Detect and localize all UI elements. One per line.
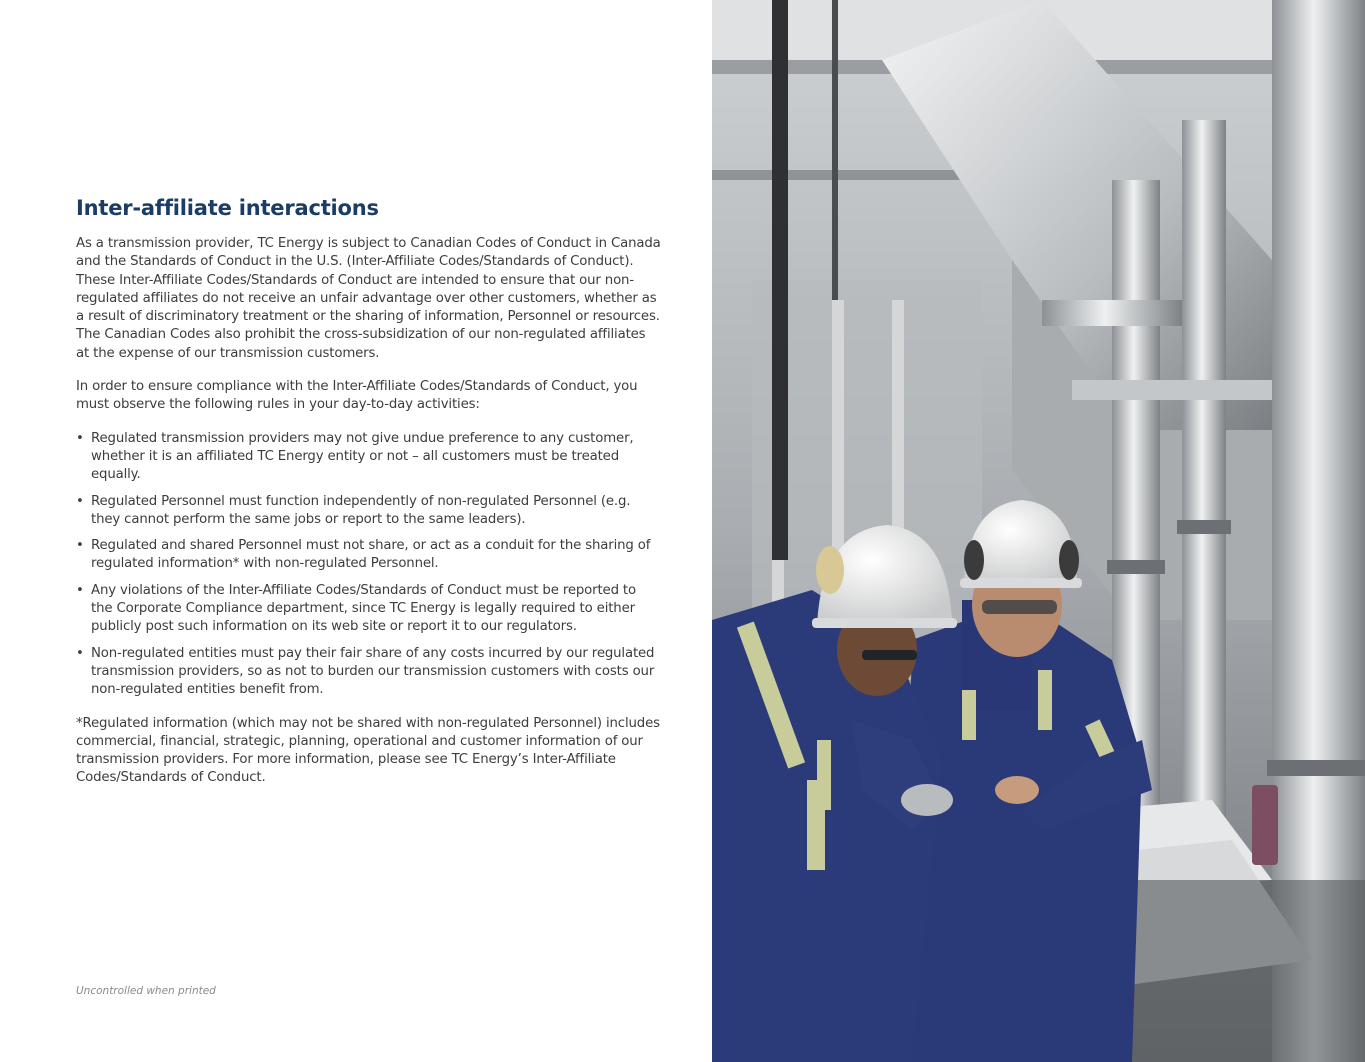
rules-intro-paragraph: In order to ensure compliance with the Inter-Affiliate Codes/Standards of Conduct, you must observe the following rules in your day-to-day activities: <box>76 379 638 413</box>
bullet-icon: • <box>76 645 84 661</box>
bullet-icon: • <box>76 493 84 509</box>
footnote: *Regulated information (which may not be shared with non-regulated Personnel) includes commercial, financial, strategic, planning, operational and customer information of our transmission providers. For more information, please see TC Energy’s Inter-Affiliate Codes/Standards of Conduct. <box>76 715 660 786</box>
page-title: Inter-affiliate interactions <box>76 196 379 220</box>
list-item: • Regulated and shared Personnel must not share, or act as a conduit for the sharing of regulated information* with non-regulated Personnel. <box>76 538 651 572</box>
list-item: • Non-regulated entities must pay their fair share of any costs incurred by our regulated transmission providers, so as not to burden our transmission customers with costs our non-regulated entities benefit from. <box>76 645 655 698</box>
rules-list <box>76 430 661 700</box>
workers-photo <box>712 0 1365 1062</box>
bullet-icon: • <box>76 430 84 446</box>
bullet-icon: • <box>76 538 84 554</box>
disclaimer: Uncontrolled when printed <box>76 985 216 997</box>
list-item: • Regulated Personnel must function independently of non-regulated Personnel (e.g. they cannot perform the same jobs or report to the same leaders). <box>76 493 631 527</box>
bullet-icon: • <box>76 582 84 598</box>
list-item: • Any violations of the Inter-Affiliate Codes/Standards of Conduct must be reported to the Corporate Compliance department, since TC Energy is legally required to either publicly post such information on its web site or report it to our regulators. <box>76 582 636 635</box>
list-item: • Regulated transmission providers may not give undue preference to any customer, whether it is an affiliated TC Energy entity or not – all customers must be treated equally. <box>76 430 634 483</box>
intro-paragraph: As a transmission provider, TC Energy is subject to Canadian Codes of Conduct in Canada and the Standards of Conduct in the U.S. (Inter-Affiliate Codes/Standards of Conduct). These Inter-Affiliate Codes/Standards of Conduct are intended to ensure that our non-regulated affiliates do not receive an unfair advantage over other customers, whether as a result of discriminatory treatment or the sharing of information, Personnel or resources. The Canadian Codes also prohibit the cross-subsidization of our non-regulated affiliates at the expense of our transmission customers. <box>76 236 661 361</box>
main-content <box>76 194 661 803</box>
